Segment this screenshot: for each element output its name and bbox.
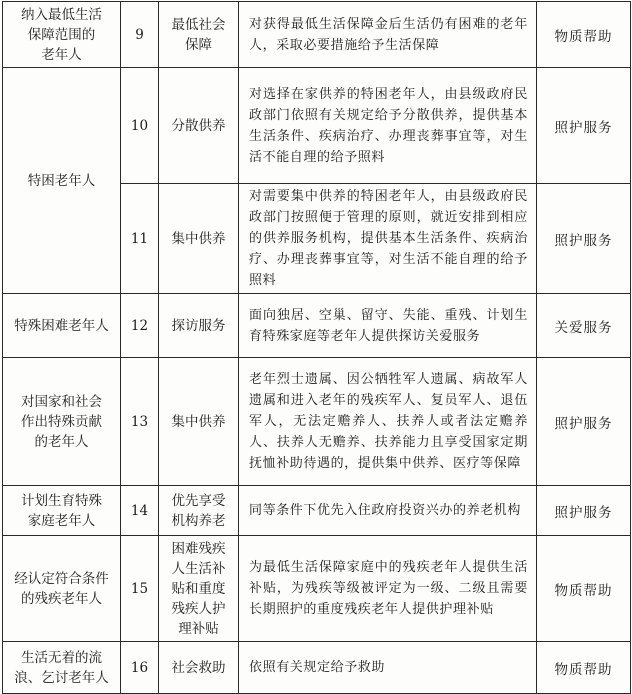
service-category: 物质帮助 xyxy=(537,2,631,68)
group-line: 特困老年人 xyxy=(27,172,96,189)
group-line: 老年人 xyxy=(41,46,82,63)
item-number: 10 xyxy=(121,68,159,184)
type-line: 残疾人护 xyxy=(171,600,226,617)
service-category: 照护服务 xyxy=(537,68,631,184)
service-category: 照护服务 xyxy=(537,358,631,486)
item-number: 15 xyxy=(121,536,159,642)
type-line: 优先享受 xyxy=(171,492,226,509)
type-line: 理补贴 xyxy=(178,620,219,637)
service-category: 照护服务 xyxy=(537,184,631,294)
group-line: 的老年人 xyxy=(34,433,89,450)
service-category: 关爱服务 xyxy=(537,294,631,358)
group-line: 计划生育特殊 xyxy=(21,492,102,509)
service-type xyxy=(159,294,239,358)
service-category: 物质帮助 xyxy=(537,642,631,694)
table-row xyxy=(3,536,631,642)
type-line: 集中供养 xyxy=(171,413,226,430)
group-line: 作出特殊贡献 xyxy=(21,413,102,430)
group-line: 浪、乞讨老年人 xyxy=(14,669,109,686)
item-number: 16 xyxy=(121,642,159,694)
service-type xyxy=(159,184,239,294)
service-type xyxy=(159,2,239,68)
group-line: 对国家和社会 xyxy=(21,393,102,410)
service-description: 老年烈士遗属、因公牺牲军人遗属、病故军人遗属和进入老年的残疾军人、复员军人、退伍军人，无法定赡养人、扶养人或者法定赡养人、扶养人无赡养、扶养能力且享受国家定期抚恤补助待遇的，提供集中供养、医疗等保障 xyxy=(239,358,537,486)
type-line: 探访服务 xyxy=(171,317,226,334)
type-line: 社会救助 xyxy=(171,659,226,676)
table-row xyxy=(3,2,631,68)
type-line: 贴和重度 xyxy=(171,580,226,597)
service-description: 依照有关规定给予救助 xyxy=(239,642,537,694)
group-line: 经认定符合条件 xyxy=(14,570,109,587)
type-line: 分散供养 xyxy=(171,117,226,134)
group-cell xyxy=(3,2,121,68)
elderly-services-table xyxy=(2,1,631,694)
type-line: 人生活补 xyxy=(171,560,226,577)
group-line: 纳入最低生活 xyxy=(21,6,102,23)
group-line: 家庭老年人 xyxy=(27,512,96,529)
service-type xyxy=(159,642,239,694)
table-row xyxy=(3,294,631,358)
group-line: 保障范围的 xyxy=(27,26,96,43)
table-row xyxy=(3,486,631,536)
group-cell xyxy=(3,642,121,694)
group-cell xyxy=(3,486,121,536)
type-line: 最低社会 xyxy=(171,16,226,33)
type-line: 保障 xyxy=(185,36,212,53)
item-number: 11 xyxy=(121,184,159,294)
service-description: 同等条件下优先入住政府投资兴办的养老机构 xyxy=(239,486,537,536)
type-line: 机构养老 xyxy=(171,512,226,529)
table-row xyxy=(3,358,631,486)
type-line: 困难残疾 xyxy=(171,540,226,557)
service-description: 面向独居、空巢、留守、失能、重残、计划生育特殊家庭等老年人提供探访关爱服务 xyxy=(239,294,537,358)
group-cell xyxy=(3,294,121,358)
group-line: 生活无着的流 xyxy=(21,649,102,666)
service-category: 物质帮助 xyxy=(537,536,631,642)
type-line: 集中供养 xyxy=(171,230,226,247)
table-row xyxy=(3,642,631,694)
item-number: 13 xyxy=(121,358,159,486)
service-type xyxy=(159,536,239,642)
service-category: 照护服务 xyxy=(537,486,631,536)
item-number: 9 xyxy=(121,2,159,68)
service-type xyxy=(159,68,239,184)
table-row xyxy=(3,68,631,184)
service-type xyxy=(159,358,239,486)
service-description: 对选择在家供养的特困老年人，由县级政府民政部门依照有关规定给予分散供养，提供基本生活条件、疾病治疗、办理丧葬事宜等，对生活不能自理的给予照料 xyxy=(239,68,537,184)
service-type xyxy=(159,486,239,536)
item-number: 14 xyxy=(121,486,159,536)
group-line: 特殊困难老年人 xyxy=(14,317,109,334)
group-line: 的残疾老年人 xyxy=(21,590,102,607)
item-number: 12 xyxy=(121,294,159,358)
service-description: 为最低生活保障家庭中的残疾老年人提供生活补贴，为残疾等级被评定为一级、二级且需要长期照护的重度残疾老年人提供护理补贴 xyxy=(239,536,537,642)
group-cell xyxy=(3,536,121,642)
service-description: 对获得最低生活保障金后生活仍有困难的老年人，采取必要措施给予生活保障 xyxy=(239,2,537,68)
service-description: 对需要集中供养的特困老年人，由县级政府民政部门按照便于管理的原则，就近安排到相应的供养服务机构，提供基本生活条件、疾病治疗、办理丧葬事宜等，对生活不能自理的给予照料 xyxy=(239,184,537,294)
group-cell xyxy=(3,358,121,486)
group-cell xyxy=(3,68,121,294)
